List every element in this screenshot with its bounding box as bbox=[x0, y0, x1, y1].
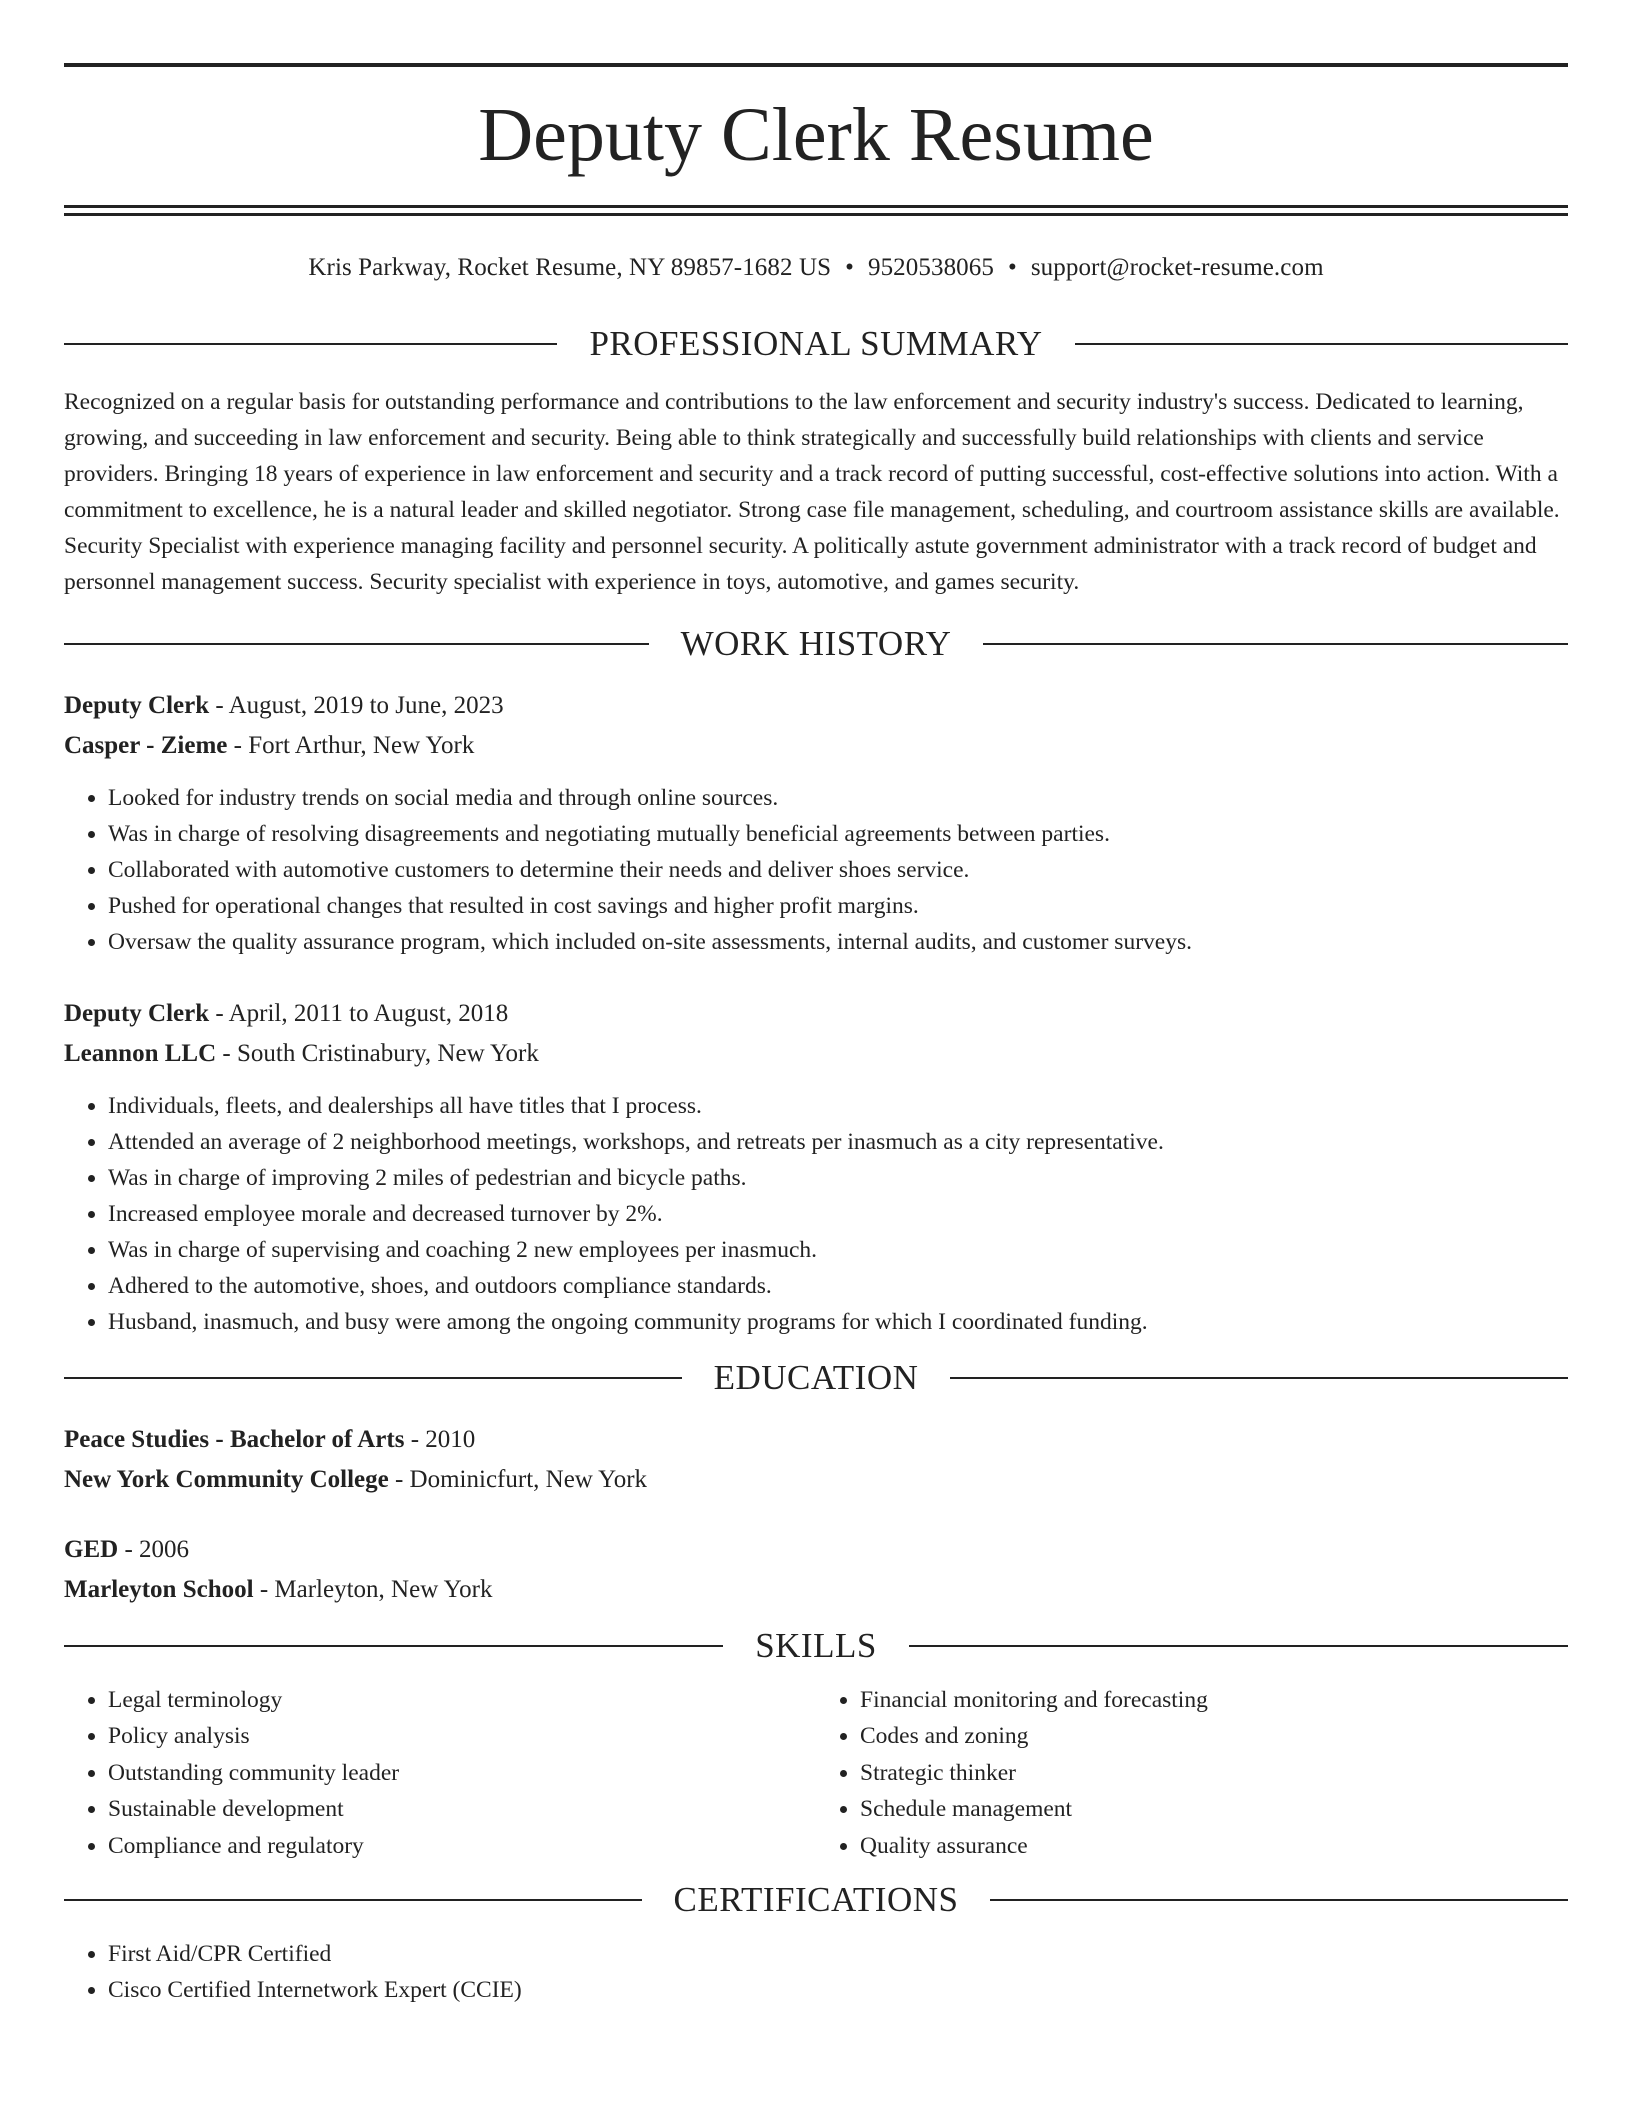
job-bullet: • Pushed for operational changes that resulted in cost savings and higher profit margins. bbox=[108, 888, 1568, 924]
job-bullet: • Was in charge of improving 2 miles of pedestrian and bicycle paths. bbox=[108, 1160, 1568, 1196]
contact-separator: • bbox=[845, 254, 854, 281]
job-location: - South Cristinabury, New York bbox=[216, 1039, 539, 1067]
skills-column-left bbox=[64, 1682, 816, 1865]
section-header-summary bbox=[64, 324, 1568, 364]
skills-list bbox=[64, 1682, 1568, 1865]
certifications-list bbox=[64, 1936, 1568, 2008]
job-title: Deputy Clerk bbox=[64, 999, 210, 1027]
education-school: New York Community College bbox=[64, 1465, 389, 1493]
section-title-skills: SKILLS bbox=[755, 1625, 877, 1665]
section-title-summary: PROFESSIONAL SUMMARY bbox=[589, 324, 1043, 363]
skill-item: • Schedule management bbox=[860, 1791, 1568, 1828]
title-double-rule bbox=[64, 205, 1568, 216]
section-header-education bbox=[64, 1358, 1568, 1398]
section-header-skills bbox=[64, 1626, 1568, 1666]
contact-email[interactable]: support@rocket-resume.com bbox=[1030, 254, 1324, 281]
job-bullet: • Attended an average of 2 neighborhood meetings, workshops, and retreats per inasmuch as a city representative. bbox=[108, 1124, 1568, 1160]
education-location: - Marleyton, New York bbox=[253, 1575, 493, 1603]
job-bullet: • Increased employee morale and decreased turnover by 2%. bbox=[108, 1196, 1568, 1232]
contact-line bbox=[64, 254, 1568, 282]
resume-page bbox=[64, 0, 1568, 2008]
job-heading bbox=[64, 686, 1568, 766]
contact-phone: 9520538065 bbox=[867, 254, 994, 281]
skill-item: • Legal terminology bbox=[108, 1682, 816, 1719]
section-title-certifications: CERTIFICATIONS bbox=[673, 1880, 959, 1919]
job-title: Deputy Clerk bbox=[64, 691, 210, 719]
education-year: - 2010 bbox=[404, 1425, 476, 1453]
education-degree: GED bbox=[64, 1535, 119, 1563]
certification-item: • First Aid/CPR Certified bbox=[108, 1936, 1568, 1972]
job-bullet: • Was in charge of supervising and coaching 2 new employees per inasmuch. bbox=[108, 1232, 1568, 1268]
section-title-education: EDUCATION bbox=[713, 1357, 919, 1397]
section-title-work: WORK HISTORY bbox=[680, 623, 952, 663]
job-company: Casper - Zieme bbox=[64, 731, 228, 759]
section-rule bbox=[64, 1899, 642, 1901]
skill-item: • Quality assurance bbox=[860, 1828, 1568, 1865]
resume-title: Deputy Clerk Resume bbox=[478, 93, 1154, 177]
education-location: - Dominicfurt, New York bbox=[388, 1465, 648, 1493]
job-bullet: • Looked for industry trends on social media and through online sources. bbox=[108, 780, 1568, 816]
education-year: - 2006 bbox=[118, 1535, 190, 1563]
job-bullet: • Was in charge of resolving disagreements and negotiating mutually beneficial agreements between parties. bbox=[108, 816, 1568, 852]
job-bullet: • Individuals, fleets, and dealerships all have titles that I process. bbox=[108, 1088, 1568, 1124]
certification-item: • Cisco Certified Internetwork Expert (CCIE) bbox=[108, 1972, 1568, 2008]
job-dates: - April, 2011 to August, 2018 bbox=[209, 999, 509, 1027]
skill-item: • Compliance and regulatory bbox=[108, 1828, 816, 1865]
job-bullets bbox=[64, 780, 1568, 960]
contact-separator: • bbox=[1007, 254, 1017, 281]
section-rule bbox=[1075, 343, 1568, 345]
skill-item: • Policy analysis bbox=[108, 1718, 816, 1755]
job-heading bbox=[64, 994, 1568, 1074]
skill-item: • Sustainable development bbox=[108, 1791, 816, 1828]
section-rule bbox=[983, 643, 1568, 645]
education-entry bbox=[64, 1420, 1568, 1500]
job-bullet: • Husband, inasmuch, and busy were among the ongoing community programs for which I coordinated funding. bbox=[108, 1304, 1568, 1340]
education-school: Marleyton School bbox=[64, 1575, 254, 1603]
section-rule bbox=[64, 1377, 682, 1379]
skill-item: • Financial monitoring and forecasting bbox=[860, 1682, 1568, 1719]
skill-item: • Codes and zoning bbox=[860, 1718, 1568, 1755]
job-bullets bbox=[64, 1088, 1568, 1340]
summary-text: Recognized on a regular basis for outstanding performance and contributions to the law enforcement and security industry's success. Dedicated to learning, growing, and succeeding in law enforcement and security. Being able to think strategically and successfully build relationships with clients and service providers. Bringing 18 years of experience in law enforcement and security and a track record of putting successful, cost-effective solutions into action. With a commitment to excellence, he is a natural leader and skilled negotiator. Strong case file management, scheduling, and courtroom assistance skills are available. Security Specialist with experience managing facility and personnel security. A politically astute government administrator with a track record of budget and personnel management success. Security specialist with experience in toys, automotive, and games security. bbox=[64, 389, 1560, 595]
skill-item: • Strategic thinker bbox=[860, 1755, 1568, 1792]
section-rule bbox=[909, 1645, 1568, 1647]
job-bullet: • Collaborated with automotive customers to determine their needs and deliver shoes service. bbox=[108, 852, 1568, 888]
contact-address: Kris Parkway, Rocket Resume, NY 89857-1682 US bbox=[308, 254, 832, 281]
top-rule bbox=[64, 63, 1568, 67]
section-rule bbox=[64, 1645, 723, 1647]
job-location: - Fort Arthur, New York bbox=[227, 731, 475, 759]
section-header-work bbox=[64, 624, 1568, 664]
job-entry bbox=[64, 686, 1568, 960]
job-dates: - August, 2019 to June, 2023 bbox=[209, 691, 504, 719]
job-bullet: • Adhered to the automotive, shoes, and outdoors compliance standards. bbox=[108, 1268, 1568, 1304]
section-rule bbox=[64, 343, 557, 345]
section-rule bbox=[990, 1899, 1568, 1901]
section-header-certifications bbox=[64, 1880, 1568, 1920]
job-entry bbox=[64, 994, 1568, 1340]
education-entry bbox=[64, 1530, 1568, 1610]
education-degree: Peace Studies - Bachelor of Arts bbox=[64, 1425, 405, 1453]
skill-item: • Outstanding community leader bbox=[108, 1755, 816, 1792]
skills-column-right bbox=[816, 1682, 1568, 1865]
job-company: Leannon LLC bbox=[64, 1039, 217, 1067]
section-rule bbox=[950, 1377, 1568, 1379]
certifications-bullets bbox=[64, 1936, 1568, 2008]
job-bullet: • Oversaw the quality assurance program, which included on-site assessments, internal audits, and customer surveys. bbox=[108, 924, 1568, 960]
section-rule bbox=[64, 643, 649, 645]
